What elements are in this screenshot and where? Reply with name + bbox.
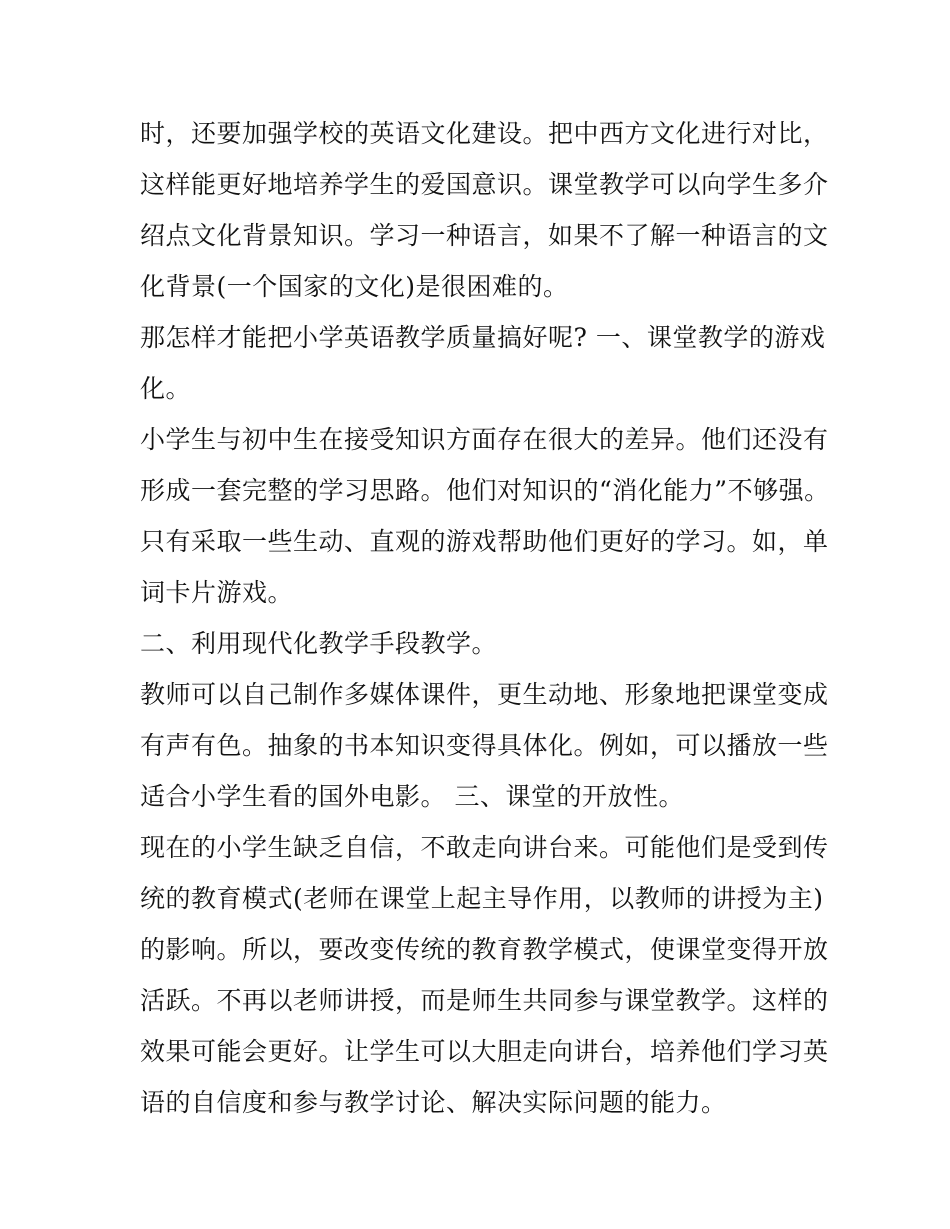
text-line: 时，还要加强学校的英语文化建设。把中西方文化进行对比， bbox=[140, 119, 829, 148]
text-line: 统的教育模式(老师在课堂上起主导作用，以教师的讲授为主) bbox=[140, 884, 824, 913]
text-line: 词卡片游戏。 bbox=[140, 578, 294, 607]
text-line: 化。 bbox=[140, 374, 192, 403]
text-line: 有声有色。抽象的书本知识变得具体化。例如，可以播放一些 bbox=[140, 731, 829, 760]
text-line: 只有采取一些生动、直观的游戏帮助他们更好的学习。如，单 bbox=[140, 527, 829, 556]
text-line: 绍点文化背景知识。学习一种语言，如果不了解一种语言的文 bbox=[140, 221, 829, 250]
text-line: 那怎样才能把小学英语教学质量搞好呢? 一、课堂教学的游戏 bbox=[140, 323, 826, 352]
text-line: 语的自信度和参与教学讨论、解决实际问题的能力。 bbox=[140, 1088, 727, 1117]
text-line: 小学生与初中生在接受知识方面存在很大的差异。他们还没有 bbox=[140, 425, 829, 454]
text-line: 现在的小学生缺乏自信，不敢走向讲台来。可能他们是受到传 bbox=[140, 833, 829, 862]
text-line: 形成一套完整的学习思路。他们对知识的“消化能力”不够强。 bbox=[140, 476, 830, 505]
text-line: 适合小学生看的国外电影。 三、课堂的开放性。 bbox=[140, 782, 684, 811]
text-line: 活跃。不再以老师讲授，而是师生共同参与课堂教学。这样的 bbox=[140, 986, 829, 1015]
text-line: 这样能更好地培养学生的爱国意识。课堂教学可以向学生多介 bbox=[140, 170, 829, 199]
text-line: 效果可能会更好。让学生可以大胆走向讲台，培养他们学习英 bbox=[140, 1037, 829, 1066]
text-line: 二、利用现代化教学手段教学。 bbox=[140, 629, 498, 658]
document-body bbox=[140, 108, 830, 1128]
text-line: 化背景(一个国家的文化)是很困难的。 bbox=[140, 272, 569, 301]
text-line: 的影响。所以，要改变传统的教育教学模式，使课堂变得开放 bbox=[140, 935, 829, 964]
text-line: 教师可以自己制作多媒体课件，更生动地、形象地把课堂变成 bbox=[140, 680, 829, 709]
